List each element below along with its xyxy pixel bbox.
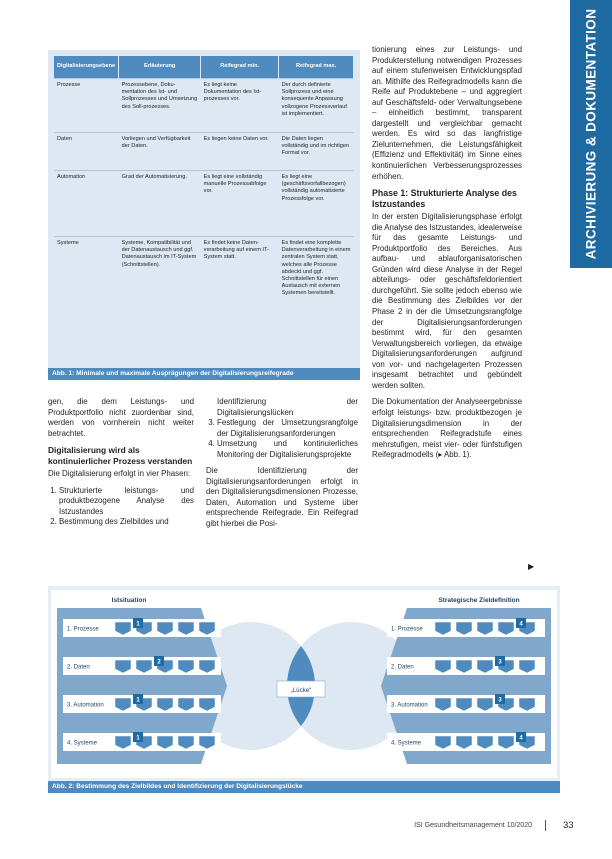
table-row: [54, 237, 354, 301]
phase-list-continued: [206, 418, 358, 460]
table-cell: Es findet eine komplette Datenverarbeitung in einem zentralen System statt, welches alle Prozesse abdeckt und ggf. Schnittstellen für einen Austausch mit externen Systemen bereitstellt.: [279, 237, 354, 301]
ziel-title: Strategische Zieldefinition: [438, 597, 520, 604]
list-item: 4. Umsetzung und kontinuierliches Monitoring der Digitalisierungsprojekte: [217, 439, 358, 460]
text-column-right: [372, 45, 522, 467]
footer-divider: [545, 820, 546, 831]
paragraph: Die Digitalisierung erfolgt in vier Phasen:: [48, 469, 191, 479]
text-column-left: [48, 397, 194, 532]
table-cell: Es liegt keine Dokumentation des Istprozesses vor.: [201, 79, 279, 133]
figure-1-caption: Abb. 1: Minimale und maximale Ausprägungen der Digitalisierungsreifegrade: [48, 368, 360, 380]
table-cell: Prozesse: [54, 79, 119, 133]
table-header: Reifegrad max.: [279, 56, 354, 79]
table-cell: Daten: [54, 133, 119, 171]
table-cell: Automation: [54, 171, 119, 237]
list-continuation: Identifizierung der Digitalisierungslücken: [217, 397, 358, 417]
figure-2-caption: Abb. 2: Bestimmung des Zielbildes und Identifizierung der Digitalisierungslücke: [48, 781, 560, 793]
ziel-row-label: 3. Automation: [391, 702, 428, 709]
table-cell: Die Daten liegen vollständig und im richtigen Format vor.: [279, 133, 354, 171]
ist-row-label: 1. Prozesse: [67, 626, 99, 633]
phase-list: [48, 486, 194, 528]
paragraph-text: Die Dokumentation der Analyseergebnisse erfolgt leistungs- bzw. produktbezogen je Digitalisierungsdimension in der entsprechenden Reifegradstufe eines mehrstufigen, meist vier- oder fünfstufigen Reifegradmodells (▸ Abb. 1).: [372, 397, 522, 460]
ziel-level-value: 3: [498, 697, 502, 704]
ziel-row-label: 4. Systeme: [391, 740, 422, 747]
ziel-row-label: 2. Daten: [391, 664, 414, 671]
table-header: Reifegrad min.: [201, 56, 279, 79]
table-cell: Der durch definierte Sollprozess und eine konsequente Anpassung vollzogene Prozessverlauf ist implementiert.: [279, 79, 354, 133]
table-cell: Systeme, Kompatibilität und der Datenaustausch und ggf. Datenaustausch im IT-System (Schnittstellen).: [119, 237, 201, 301]
ist-level-value: 2: [157, 659, 161, 666]
figure-2-box: [48, 586, 560, 793]
ist-title: Istsituation: [111, 597, 147, 604]
table-cell: Es liegt eine (geschäftsvorfallbezogen) vollständig automatisierte Prozessfolge vor.: [279, 171, 354, 237]
page-number: 33: [563, 820, 574, 831]
table-cell: Es liegen keine Daten vor.: [201, 133, 279, 171]
ist-row-label: 3. Automation: [67, 702, 104, 709]
subheading: Phase 1: Strukturierte Analyse des Istzustandes: [372, 188, 517, 209]
paragraph: [372, 397, 522, 460]
figure-1-box: [48, 50, 360, 380]
journal-footer: ISI Gesundheitsmanagement 10/2020: [414, 822, 532, 829]
ist-row-label: 4. Systeme: [67, 740, 98, 747]
paragraph: Die Identifizierung der Digitalisierungsanforderungen erfolgt in den Digitalisierungsdimensionen Prozesse, Daten, Automation und Systeme über entsprechende Reifegrade. Ein Reifegrad gibt hierbei die Posi-: [206, 466, 358, 529]
table-cell: Prozessebene, Dokumentation des Ist- und Sollprozesses und Umsetzung des Soll-prozesses.: [119, 79, 201, 133]
ist-row-label: 2. Daten: [67, 664, 90, 671]
table-header-row: [54, 56, 354, 79]
ist-level-value: 1: [136, 621, 140, 628]
table-row: [54, 133, 354, 171]
table-cell: Grad der Automatisierung.: [119, 171, 201, 237]
table-cell: Vorliegen und Verfügbarkeit der Daten.: [119, 133, 201, 171]
list-item: 3. Festlegung der Umsetzungsrangfolge der Digitalisierungsanforderungen: [217, 418, 358, 439]
ist-level-value: 1: [136, 697, 140, 704]
ziel-row-label: 1. Prozesse: [391, 626, 423, 633]
side-tab-label: ARCHIVIERUNG & DOKUMENTATION: [583, 8, 599, 260]
figure-2-canvas: [51, 590, 557, 778]
table-row: [54, 79, 354, 133]
ziel-level-value: 4: [519, 621, 523, 628]
table-cell: Systeme: [54, 237, 119, 301]
gap-label: „Lücke“: [290, 687, 312, 694]
paragraph: tionierung eines zur Leistungs- und Produkterstellung notwendigen Prozesses auf einem stufenweisen Entwicklungspfad an. Mithilfe des Reifegradmodells kann die Reife auf Produktebene – und aggregiert auf Geschäftsfeld- oder Verwaltungsebene – einheitlich bestimmt, transparent dargestellt und vergleichbar gemacht werden. Es wird so das langfristige Zielunternehmen, die Leistungsfähigkeit (Effizienz und Effektivität) im Sinne eines kontinuierlichen Verbesserungsprozesses erhöhen.: [372, 45, 522, 181]
maturity-table: [54, 56, 354, 301]
table-cell: Es liegt eine vollständig manuelle Prozessabfolge vor.: [201, 171, 279, 237]
table-header: Digitalisierungsebene: [54, 56, 119, 79]
ziel-level-value: 3: [498, 659, 502, 666]
table-cell: Es findet keine Datenverarbeitung auf einem IT-System statt.: [201, 237, 279, 301]
section-side-tab: [570, 0, 612, 268]
paragraph: In der ersten Digitalisierungsphase erfolgt die Analyse des Istzustandes, idealerweise für das gesamte Leistungs- und Produktportfolio des Bereiches. Aus aufbau- und ablauforganisatorischen Gründen wird diese Analyse in der Regel abteilungs- oder geschäftsfeldorientiert durchgeführt. Sie sollte jedoch ebenso wie die Bestimmung des Zielbildes vor der Phase 2 in der die Umsetzungsrangfolge der Digitalisierungsanforderungen bestimmt wird, für den gesamten Verwaltungsbereich vorliegen, da etwaige Digitalisierungsanforderungen aufgrund von vor- und nachgelagerten Prozessen insgesamt betrachtet und gebündelt werden sollten.: [372, 212, 523, 390]
paragraph: gen, die dem Leistungs- und Produktportfolio nicht zuordenbar sind, werden von vornherein nicht weiter betrachtet.: [48, 397, 194, 438]
ziel-level-value: 4: [519, 735, 523, 742]
table-header: Erläuterung: [119, 56, 201, 79]
list-item: 2. Bestimmung des Zielbildes und: [59, 517, 194, 528]
ist-level-value: 1: [136, 735, 140, 742]
gap-diagram: [51, 590, 557, 778]
continue-arrow-icon: ▶: [528, 562, 535, 571]
list-item: 1. Strukturierte leistungs- und produktbezogene Analyse des Istzustandes: [59, 486, 194, 518]
subheading: Digitalisierung wird als kontinuierlicher Prozess verstanden: [48, 445, 193, 466]
text-column-middle: [206, 397, 358, 536]
table-row: [54, 171, 354, 237]
